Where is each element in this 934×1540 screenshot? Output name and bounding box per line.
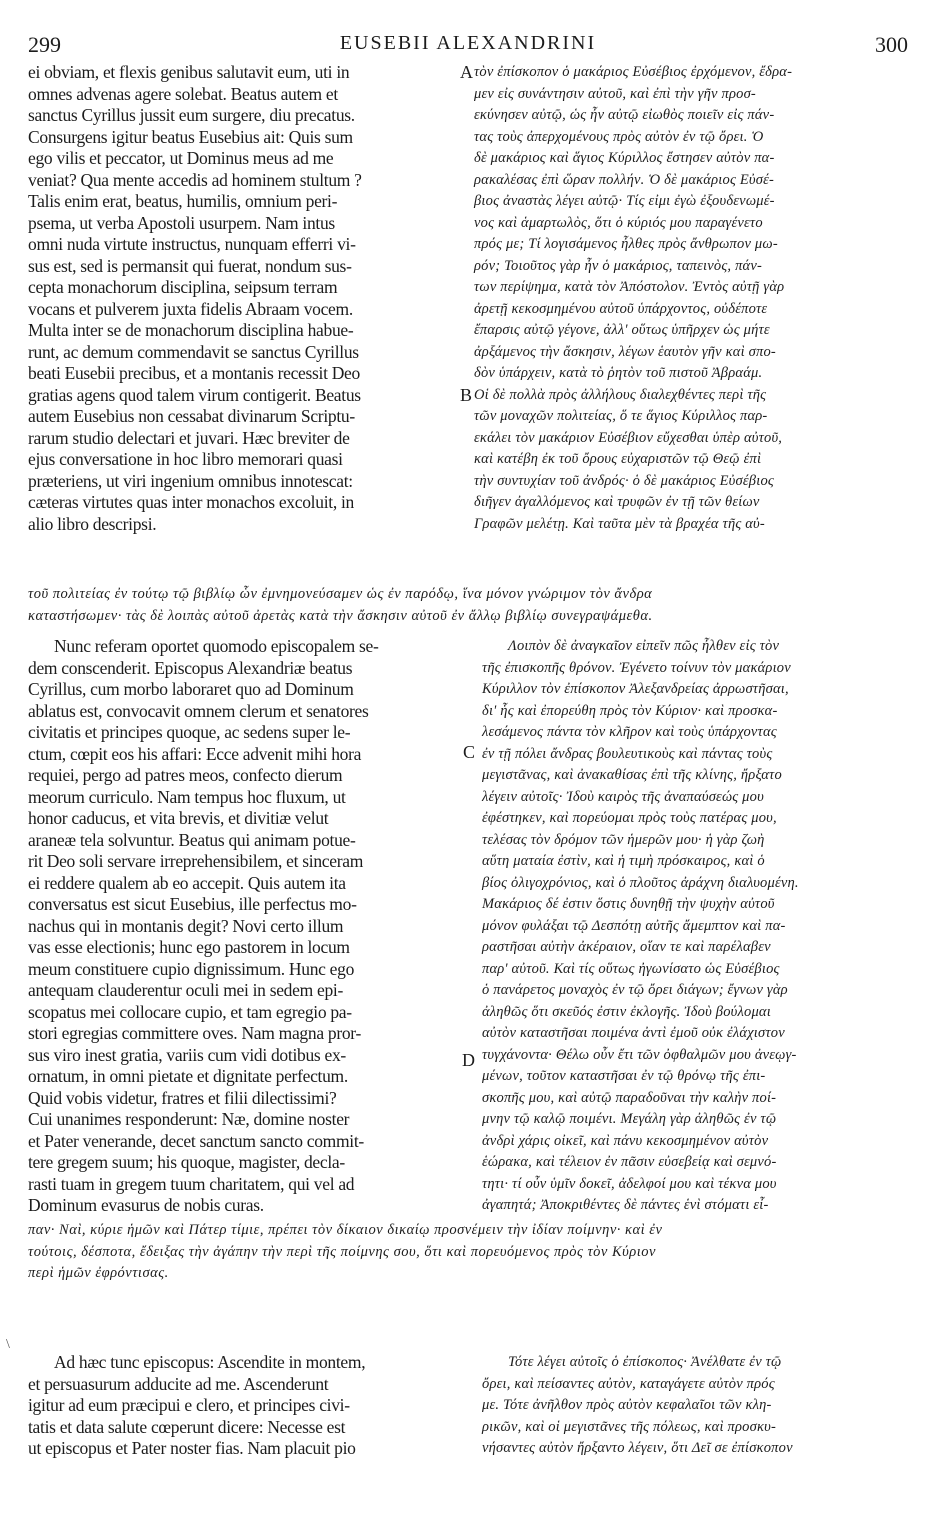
page-number-left: 299 <box>28 32 61 57</box>
text-line: Dominum evasurus de nobis curas. <box>28 1195 264 1215</box>
text-line: beati Eusebii precibus, et a montanis recessit Deo <box>28 363 360 383</box>
text-line: ejus conversatione in hoc libro memorari quasi <box>28 449 343 469</box>
text-line: stori egregias committere oves. Nam magna pror- <box>28 1023 362 1043</box>
greek-column-1 <box>474 62 914 535</box>
text-line: ἐν τῇ πόλει ἄνδρας βουλευτικοὺς καὶ πάντας τοὺς <box>482 745 773 762</box>
text-line: veniat? Qua mente accedis ad hominem stultum ? <box>28 169 362 190</box>
section-marker-a: A <box>460 62 473 82</box>
text-line: τητι· τί οὖν ὑμῖν δοκεῖ, ἀδελφοί μου καὶ τέκνα μου <box>482 1175 777 1192</box>
section-marker-d: D <box>462 1050 475 1070</box>
text-line: των περίψημα, κατὰ τὸν Ἀπόστολον. Ἐντὸς αὐτῇ γὰρ <box>474 279 785 295</box>
text-line: alio libro descripsi. <box>28 513 157 534</box>
text-line: δι' ἧς καὶ ἐπορεύθη πρὸς τὸν Κύριον· καὶ προσκα- <box>482 702 778 719</box>
text-line: cæteras virtutes quas inter monachos excoluit, in <box>28 492 354 512</box>
text-line: scopatus mei collocare cupio, et tam egregio pa- <box>28 1001 352 1022</box>
text-line: omni nuda virtute instructus, nunquam efferri vi- <box>28 234 356 254</box>
text-line: τελέσας τὸν δρόμον τῶν ἡμερῶν μου· ἡ γὰρ ζωὴ <box>482 831 765 848</box>
text-line: sanctus Cyrillus jussit eum surgere, diu precatus. <box>28 105 355 125</box>
text-line: araneæ tela solvuntur. Beatus qui animam potue- <box>28 829 356 850</box>
running-title: EUSEBII ALEXANDRINI <box>339 32 597 54</box>
text-line: νος καὶ ἁμαρτωλὸς, ὅτι ὁ κύριός μου παραγένετο <box>474 214 763 231</box>
text-line: λεσάμενος πάντα τὸν κλῆρον καὶ τοὺς ὑπάρχοντας <box>482 724 777 740</box>
text-line: Consurgens igitur beatus Eusebius ait: Quis sum <box>28 126 353 147</box>
text-line: δὲ μακάριος καὶ ἅγιος Κύριλλος ἔστησεν αὐτὸν πα- <box>474 150 775 166</box>
text-line: runt, ac demum commendavit se sanctus Cyrillus <box>28 341 359 362</box>
text-line: ὄρει, καὶ πείσαντες αὐτὸν, καταγάγετε αὐτὸν πρός <box>482 1375 775 1392</box>
text-line: vas esse electionis; hunc ego pastorem in locum <box>28 937 350 957</box>
text-line: ei obviam, et flexis genibus salutavit eum, uti in <box>28 62 350 82</box>
greek-column-2 <box>482 636 912 1217</box>
text-line: νήσαντες αὐτὸν ἤρξαντο λέγειν, ὅτι Δεῖ σε ἐπίσκοπον <box>482 1440 793 1456</box>
text-line: civitatis et principes quoque, ac sedens super le- <box>28 722 351 742</box>
text-line: πρός με; Τί λογισάμενος ἦλθες πρὸς ἄνθρωπον μω- <box>474 236 778 252</box>
text-line: ὁ πανάρετος μοναχὸς ἐν τῷ ὄρει διάγων; ἔγνων γὰρ <box>482 982 788 998</box>
text-line: μνην τῷ καλῷ ποιμένι. Μεγάλη γὰρ ἀληθῶς ἐν τῷ <box>482 1111 777 1127</box>
text-line: μεν εἰς συνάντησιν αὐτοῦ, καὶ ἐπὶ τὴν γῆν προσ- <box>474 85 756 102</box>
text-line: Γραφῶν μελέτῃ. Καὶ ταῦτα μὲν τὰ βραχέα τῆς αὐ- <box>474 515 765 532</box>
text-line: cepta monachorum disciplina, seipsum terram <box>28 277 338 297</box>
text-line: με. Τότε ἀνῆλθον πρὸς αὐτὸν κεφαλαῖοι τῶν κλη- <box>482 1397 772 1413</box>
text-line: αὕτη ματαία ἐστὶν, καὶ ἡ τιμὴ πρόσκαιρος, καὶ ὁ <box>482 853 765 869</box>
text-line: λέγειν αὐτοῖς· Ἰδοὺ καιρὸς τῆς ἀναπαύσεώς μου <box>482 788 764 805</box>
text-line: ablatus est, convocavit omnem clerum et senatores <box>28 700 369 721</box>
text-line: ἀγαπητά; Ἀποκριθέντες δὲ πάντες ἑνὶ στόματι εἶ- <box>482 1197 769 1213</box>
text-line: Τότε λέγει αὐτοῖς ὁ ἐπίσκοπος· Ἀνέλθατε ἐν τῷ <box>508 1354 782 1370</box>
text-line: ἀνδρὶ χάρις οἰκεῖ, καὶ πάνυ κεκοσμημένον αὐτὸν <box>482 1132 769 1149</box>
text-line: autem Eusebius non cessabat divinarum Scriptu- <box>28 406 355 426</box>
text-line: et persuasurum adducite ad me. Ascenderunt <box>28 1373 329 1394</box>
text-line: antequam clauderentur oculi mei in sedem epi- <box>28 980 343 1000</box>
text-line: tatis et data salute cœperunt dicere: Necesse est <box>28 1416 346 1437</box>
text-line: περὶ ἡμῶν ἐφρόντισας. <box>28 1265 169 1281</box>
page-number-right: 300 <box>875 32 908 57</box>
text-line: sus est, sed is permansit qui fuerat, nondum sus- <box>28 255 352 276</box>
greek-column-3 <box>482 1352 912 1460</box>
text-line: βίος ὀλιγοχρόνιος, καὶ ὁ πλοῦτος ἀράχνη διαλυομένη. <box>482 874 799 891</box>
text-line: τοῦ πολιτείας ἐν τούτῳ τῷ βιβλίῳ ὧν ἐμνημονεύσαμεν ὡς ἐν παρόδῳ, ἵνα μόνον γνώριμον τὸν ἄνδρα <box>28 586 653 602</box>
text-line: ei reddere qualem ab eo accepit. Quis autem ita <box>28 872 346 893</box>
section-marker-b: B <box>460 385 473 405</box>
text-line: Multa inter se de monachorum disciplina habue- <box>28 320 354 340</box>
text-line: sus viro inest gratia, variis cum vidi dotibus ex- <box>28 1044 346 1065</box>
text-line: Nunc referam oportet quomodo episcopalem se- <box>54 636 379 656</box>
text-line: ἀρετῇ κεκοσμημένου αὐτοῦ ὑπάρχοντος, οὐδέποτε <box>474 300 768 317</box>
text-line: rit Deo soli servare irreprehensibilem, et sinceram <box>28 851 364 871</box>
latin-column-3 <box>28 1352 458 1460</box>
text-line: psema, ut verba Apostoli usurpem. Nam intus <box>28 212 335 233</box>
text-line: Κύριλλον τὸν ἐπίσκοπον Ἀλεξανδρείας ἀρρωστῆσαι, <box>482 681 789 697</box>
text-line: τῆς ἐπισκοπῆς θρόνον. Ἐγένετο τοίνυν τὸν μακάριον <box>482 659 791 676</box>
text-line: τὴν συντυχίαν τοῦ ἀνδρός· ὁ δὲ μακάριος Εὐσέβιος <box>474 472 774 489</box>
running-header <box>28 32 908 58</box>
text-line: præteriens, ut viri ingenium omnibus innotescat: <box>28 470 353 491</box>
text-line: Talis enim erat, beatus, humilis, omnium peri- <box>28 191 338 211</box>
text-line: μένων, τοῦτον καταστῆσαι ἐν τῷ θρόνῳ τῆς ἐπι- <box>482 1068 766 1084</box>
text-line: παν· Ναὶ, κύριε ἡμῶν καὶ Πάτερ τίμιε, πρέπει τὸν δίκαιον δικαίῳ προσνέμειν τὴν ἰδίαν ποίμνην· καὶ ἐν <box>28 1222 663 1238</box>
text-line: τούτοις, δέσποτα, ἔδειξας τὴν ἀγάπην τὴν περὶ τῆς ποίμνης σου, ὅτι καὶ πορευόμενος πρὸς τὸν Κύριον <box>28 1243 656 1260</box>
text-line: καταστήσωμεν· τὰς δὲ λοιπὰς αὐτοῦ ἀρετὰς κατὰ τὴν ἄσκησιν αὐτοῦ ἐν ἄλλῳ βιβλίῳ συνεγραψάμεθα. <box>28 607 653 624</box>
margin-mark: \ <box>6 1337 10 1352</box>
text-line: Ad hæc tunc episcopus: Ascendite in montem, <box>54 1352 366 1372</box>
text-line: ἀληθῶς ὅτι σκεῦός ἐστιν ἐκλογῆς. Ἰδοὺ βούλομαι <box>482 1003 771 1020</box>
text-line: ut episcopus et Pater noster fias. Nam placuit pio <box>28 1438 356 1458</box>
text-line: Οἱ δὲ πολλὰ πρὸς ἀλλήλους διαλεχθέντες περὶ τῆς <box>474 386 767 403</box>
text-line: τας τοὺς ἀπερχομένους πρὸς αὐτὸν ἐν τῷ ὄρει. Ὁ <box>474 128 764 145</box>
text-line: nachus qui in montanis degit? Novi certo illum <box>28 915 344 936</box>
text-line: ραστῆσαι αὐτὴν ἀκέραιον, οἵαν τε καὶ παρέλαβεν <box>482 939 771 955</box>
text-line: Quid vobis videtur, fratres et filii dilectissimi? <box>28 1087 337 1108</box>
text-line: παρ' αὐτοῦ. Καὶ τίς οὕτως ἠγωνίσατο ὡς Εὐσέβιος <box>482 960 780 977</box>
text-line: meum constituere cupio dignissimum. Hunc ego <box>28 958 355 979</box>
text-line: εκάλει τὸν μακάριον Εὐσέβιον εὔχεσθαι ὑπὲρ αὐτοῦ, <box>474 429 783 446</box>
text-line: meorum curriculo. Nam tempus hoc fluxum, ut <box>28 786 346 807</box>
text-line: rasti tuam in gregem tuum charitatem, qui vel ad <box>28 1173 355 1194</box>
text-line: ρόν; Τοιοῦτος γὰρ ἦν ὁ μακάριος, ταπεινὸς, πάν- <box>474 257 763 274</box>
text-line: αὐτὸν καταστῆσαι ποιμένα ἀντὶ ἐμοῦ οὐκ ἐλάχιστον <box>482 1025 785 1041</box>
text-line: ἀρξάμενος τὴν ἄσκησιν, λέγων ἑαυτὸν γῆν καὶ σπο- <box>474 343 776 360</box>
text-line: requiei, pergo ad patres meos, confecto dierum <box>28 765 343 785</box>
text-line: ἑώρακα, καὶ τέλειον ἐν πᾶσιν εὐσεβείᾳ καὶ σεμνό- <box>482 1154 777 1170</box>
text-line: σκοπῆς μου, καὶ αὐτῷ παραδοῦναι τὴν καλὴν ποί- <box>482 1089 777 1106</box>
text-line: gratias agens quod talem virum contigerit. Beatus <box>28 384 361 405</box>
text-line: ἔπαρσις αὐτῷ γέγονε, ἀλλ' οὕτως ὑπῆρχεν ὡς μήτε <box>474 322 770 338</box>
text-line: vocans et pulverem juxta fidelis Abraam vocem. <box>28 298 353 319</box>
text-line: μεγιστᾶνας, καὶ ἀνακαθίσας ἐπὶ τῆς κλίνης, ἤρξατο <box>482 767 782 783</box>
text-line: τυγχάνοντα· Θέλω οὖν ἔτι τῶν ὀφθαλμῶν μου ἀνεῳγ- <box>482 1046 797 1063</box>
text-line: τὸν ἐπίσκοπον ὁ μακάριος Εὐσέβιος ἐρχόμενον, ἔδρα- <box>474 64 793 80</box>
text-line: εκύνησεν αὐτῷ, ὡς ἦν αὐτῷ εἰωθὸς ποιεῖν εἰς πάν- <box>474 107 775 123</box>
text-line: βιος ἀναστὰς λέγει αὐτῷ· Τίς εἰμι ἐγὼ ἐξουδενωμέ- <box>474 193 775 209</box>
greek-fullwidth-1 <box>28 584 908 627</box>
text-line: honor caducus, et vita brevis, et divitiæ velut <box>28 808 329 828</box>
text-line: ρακαλέσας ἐπὶ ὥραν πολλήν. Ὁ δὲ μακάριος Εὐσέ- <box>474 171 775 188</box>
text-line: καὶ κατέβη ἐκ τοῦ ὄρους εὐχαριστῶν τῷ Θεῷ ἐπὶ <box>474 451 762 467</box>
text-line: rarum studio delectari et juvari. Hæc breviter de <box>28 427 350 448</box>
text-line: Μακάριος δέ ἐστιν ὅστις δυνηθῇ τὴν ψυχὴν αὐτοῦ <box>482 896 775 912</box>
text-line: μόνον φυλάξαι τῷ Δεσπότῃ αὐτῆς ἄμεμπτον καὶ πα- <box>482 917 786 934</box>
text-line: Cui unanimes responderunt: Næ, domine noster <box>28 1109 350 1129</box>
text-line: ornatum, in omni pietate et dignitate perfectum. <box>28 1066 348 1086</box>
greek-fullwidth-2 <box>28 1220 908 1285</box>
text-line: ἐφέστηκεν, καὶ πορεύομαι πρὸς τοὺς πατέρας μου, <box>482 810 777 826</box>
text-line: omnes advenas agere solebat. Beatus autem et <box>28 83 338 104</box>
latin-column-2 <box>28 636 458 1217</box>
text-line: Λοιπὸν δὲ ἀναγκαῖον εἰπεῖν πῶς ἦλθεν εἰς τὸν <box>508 638 780 654</box>
text-line: ego vilis et peccator, ut Dominus meus ad me <box>28 148 334 168</box>
text-line: διῆγεν ἀγαλλόμενος καὶ τρυφῶν ἐν τῇ τῶν θείων <box>474 494 760 510</box>
text-line: conversatus est sicut Eusebius, ille perfectus mo- <box>28 894 357 914</box>
text-line: τῶν μοναχῶν πολιτείας, ὅ τε ἅγιος Κύριλλος παρ- <box>474 408 768 424</box>
latin-column-1 <box>28 62 458 535</box>
text-line: δὸν ὑπάρχειν, κατὰ τὸ ῥητὸν τοῦ πιστοῦ Ἀβραάμ. <box>474 365 763 381</box>
text-line: ρικῶν, καὶ οἱ μεγιστᾶνες τῆς πόλεως, καὶ προσκυ- <box>482 1418 777 1435</box>
text-line: tere gregem suum; his quoque, magister, decla- <box>28 1152 345 1172</box>
text-line: ctum, cœpit eos his affari: Ecce advenit mihi hora <box>28 743 362 764</box>
text-line: et Pater venerande, decet sanctum sancto commit- <box>28 1130 364 1151</box>
text-line: igitur ad eum præcipui e clero, et principes civi- <box>28 1395 350 1415</box>
text-line: Cyrillus, cum morbo laboraret quo ad Dominum <box>28 679 354 699</box>
text-line: dem conscenderit. Episcopus Alexandriæ beatus <box>28 657 353 678</box>
section-marker-c: C <box>463 742 476 762</box>
